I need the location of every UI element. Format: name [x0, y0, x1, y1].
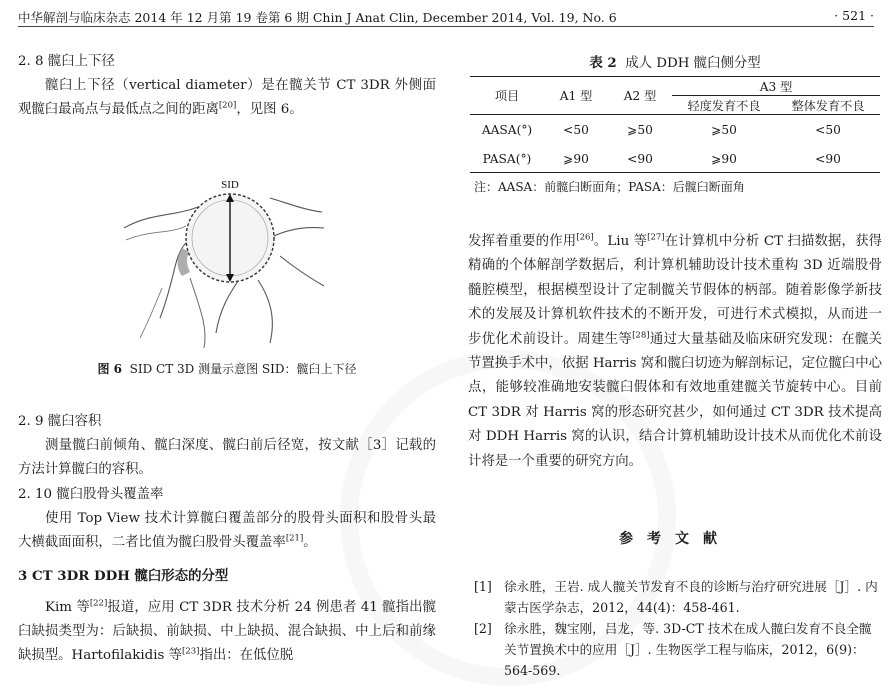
table-2-caption [468, 52, 882, 71]
page-number: · 521 · [834, 8, 874, 23]
figure-6-caption [18, 360, 436, 377]
right-body-paragraph [468, 230, 882, 474]
text-span: 。 [303, 535, 317, 551]
reference-text: 徐永胜，王岩. 成人髋关节发育不良的诊断与治疗研究进展［J］. 内蒙古医学杂志，2012，44(4)：458-461. [504, 579, 878, 615]
table-cell: ⩾90 [563, 151, 589, 166]
figure-caption-text: SID CT 3D 测量示意图 SID：髋臼上下径 [129, 362, 357, 376]
left-column-bottom [18, 410, 436, 669]
text-span: 发挥着重要的作用 [468, 234, 577, 249]
table-cell: ⩾50 [627, 123, 653, 138]
table-header-a2: A2 型 [608, 77, 672, 115]
citation: [26] [576, 232, 594, 243]
citation: [20] [218, 100, 237, 111]
citation: [23] [182, 646, 200, 657]
table-header-a3: A3 型 [672, 77, 880, 96]
figure-6-image [120, 168, 326, 350]
text-span: 使用 Top View 技术计算髋臼覆盖部分的股骨头面积和股骨头最大横截面面积，二者比值为髋臼股骨头覆盖率 [18, 510, 436, 551]
text-span: ，见图 6。 [236, 102, 303, 118]
left-column-top [18, 50, 436, 123]
section-2-9-text: 测量髋臼前倾角、髋臼深度、髋臼前后径宽，按文献［3］记载的方法计算髋臼的容积。 [18, 438, 436, 478]
table-cell: ⩾50 [711, 123, 737, 138]
table-row [470, 115, 880, 146]
reference-number: [1] [474, 579, 492, 594]
table-header-a3-mild: 轻度发育不良 [687, 98, 761, 113]
section-heading-2-8: 2. 8 髋臼上下径 [18, 54, 115, 69]
table-title: 成人 DDH 髋臼侧分型 [625, 56, 761, 71]
table-header-a3-global: 整体发育不良 [791, 98, 865, 113]
text-span: 指出：在低位脱 [199, 648, 294, 664]
table-header-a1: A1 型 [544, 77, 608, 115]
references-list [468, 576, 882, 681]
text-span: Kim 等 [45, 599, 90, 615]
table-cell: ⩾90 [711, 151, 737, 166]
section-heading-2-9: 2. 9 髋臼容积 [18, 414, 102, 429]
table-cell: <50 [815, 123, 841, 138]
reference-text: 徐永胜，魏宝刚，吕龙，等. 3D-CT 技术在成人髋臼发育不良全髋关节置换术中的应用［J］. 生物医学工程与临床，2012，6(9)：564-569. [504, 621, 872, 678]
section-2-8-text [18, 74, 436, 123]
running-header [18, 6, 874, 27]
text-span: 通过大量基础及临床研究发现：在髋关节置换手术中，依据 Harris 窝和髋臼切迹为解剖标记，定位髋臼中心点，能够较准确地安装髋臼假体和有效地重建髋关节旋转中心。目前 CT 3DR 对 Harris 窝的形态研究甚少，如何通过 CT 3DR 技术提高对 DDH Harris 窝的认识，结合计算机辅助设计技术从而优化术前设计将是一个重要的研究方向。 [468, 331, 883, 469]
journal-citation: 中华解剖与临床杂志 2014 年 12 月第 19 卷第 6 期 Chin J Anat Clin, December 2014, Vol. 19, No. 6 [18, 10, 617, 25]
section-3-text [18, 596, 436, 669]
table-row [470, 146, 880, 173]
table-2 [470, 76, 880, 173]
table-cell: PASA(°) [482, 151, 532, 166]
table-cell: <90 [627, 151, 653, 166]
section-heading-3: 3 CT 3DR DDH 髋臼形态的分型 [18, 567, 229, 584]
citation: [27] [647, 232, 665, 243]
sid-marker: SID [221, 179, 239, 191]
table-cell: <90 [815, 151, 841, 166]
citation: [28] [632, 330, 650, 341]
section-heading-2-10: 2. 10 髋臼股骨头覆盖率 [18, 486, 164, 502]
table-cell: AASA(°) [481, 123, 533, 138]
table-label: 表 2 [589, 55, 617, 71]
reference-number: [2] [474, 621, 492, 636]
reference-item [468, 618, 882, 681]
references-heading: 参考文献 [619, 531, 731, 547]
acetabulum-drawing [120, 168, 326, 350]
table-2-note: 注：AASA：前髋臼断面角；PASA：后髋臼断面角 [474, 180, 745, 194]
citation: [21] [285, 533, 304, 544]
text-span: 。Liu 等 [593, 234, 648, 249]
citation: [22] [89, 598, 108, 609]
reference-item [468, 576, 882, 618]
table-header-item: 项目 [470, 77, 544, 115]
text-span: 髋臼上下径（vertical diameter）是在髋关节 CT 3DR 外侧面观髋臼最高点与最低点之间的距离 [18, 78, 436, 118]
text-span: 报道，应用 CT 3DR 技术分析 24 例患者 41 髋指出髋臼缺损类型为：后缺损、前缺损、中上缺损、混合缺损、中上后和前缘缺损型。Hartofilakidis 等 [18, 599, 436, 664]
figure-label: 图 6 [97, 362, 122, 376]
section-2-10-text [18, 507, 436, 556]
right-column-body [468, 230, 882, 474]
text-span: 在计算机中分析 CT 扫描数据，获得精确的个体解剖学数据后，利计算机辅助设计技术重构 3D 近端股骨髓腔模型，根据模型设计了定制髋关节假体的柄部。随着影像学新技术的发展及计算机软件技术的不断开发，可进行术式模拟，从而进一步优化术前设计。周建生等 [468, 234, 882, 347]
table-cell: <50 [563, 123, 589, 138]
